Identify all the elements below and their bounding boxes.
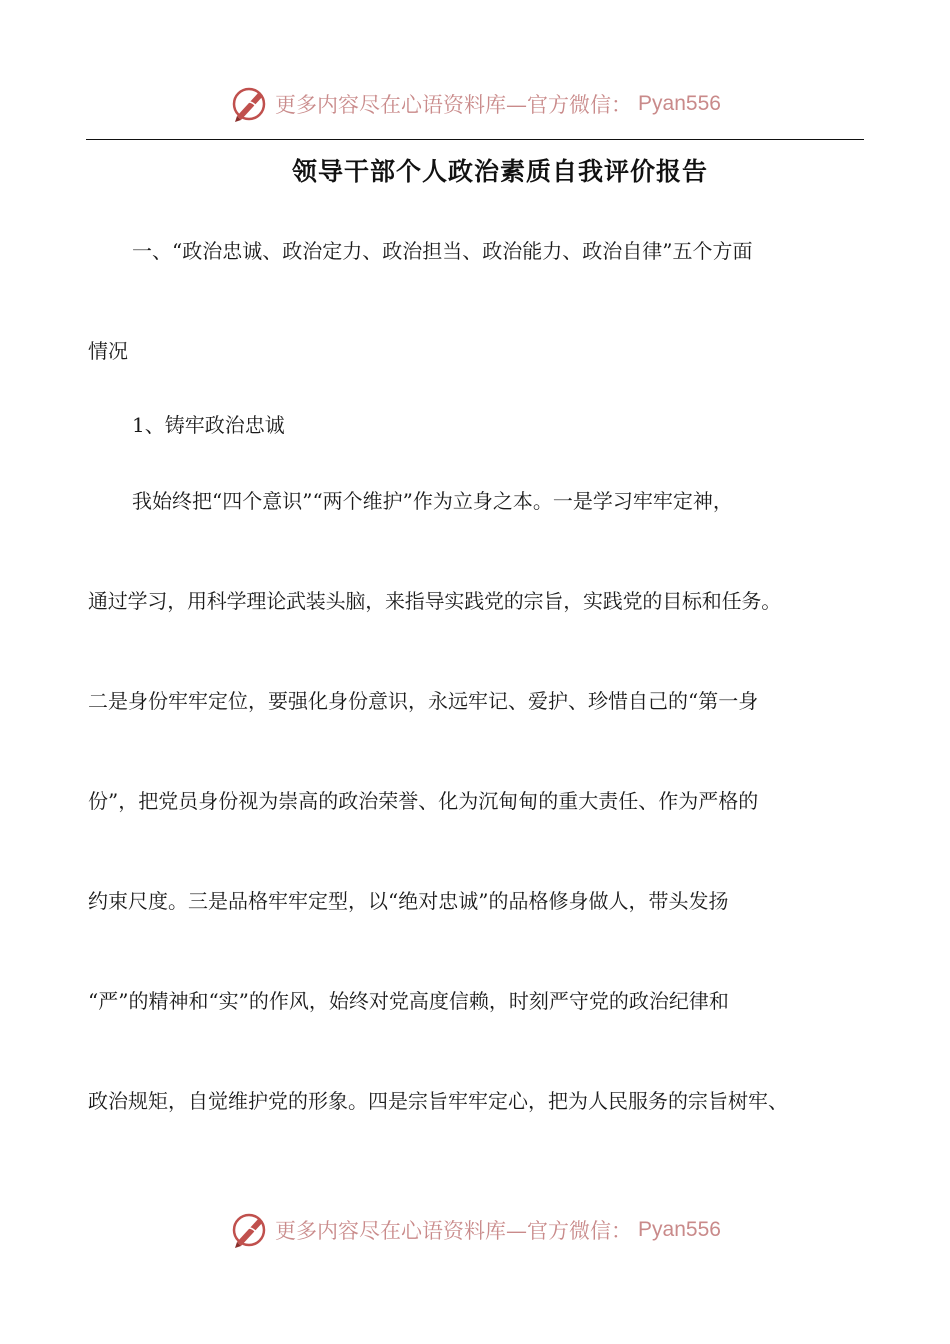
pen-logo-icon (229, 84, 269, 124)
pen-logo-icon (229, 1210, 269, 1250)
header-divider (86, 139, 864, 140)
body-line-1: 一、“政治忠诚、政治定力、政治担当、政治能力、政治自律”五个方面 (132, 239, 753, 263)
body-line-4: 通过学习，用科学理论武装头脑，来指导实践党的宗旨，实践党的目标和任务。 (88, 589, 781, 613)
body-line-8: “严”的精神和“实”的作风，始终对党高度信赖，时刻严守党的政治纪律和 (88, 989, 729, 1013)
document-title: 领导干部个人政治素质自我评价报告 (291, 157, 708, 186)
banner-text: 更多内容尽在心语资料库—官方微信： (275, 1219, 633, 1243)
body-line-3: 我始终把“四个意识”“两个维护”作为立身之本。一是学习牢牢定神， (132, 489, 733, 513)
banner-text: 更多内容尽在心语资料库—官方微信： (275, 93, 633, 117)
body-line-5: 二是身份牢牢定位，要强化身份意识，永远牢记、爱护、珍惜自己的“第一身 (88, 689, 759, 713)
section-heading: 1、铸牢政治忠诚 (132, 413, 285, 437)
body-line-7: 约束尺度。三是品格牢牢定型，以“绝对忠诚”的品格修身做人，带头发扬 (88, 889, 729, 913)
banner-wechat-id: Pyan556 (638, 92, 721, 115)
body-line-9: 政治规矩，自觉维护党的形象。四是宗旨牢牢定心，把为人民服务的宗旨树牢、 (88, 1089, 788, 1113)
banner-wechat-id: Pyan556 (638, 1218, 721, 1241)
body-line-6: 份”，把党员身份视为崇高的政治荣誉、化为沉甸甸的重大责任、作为严格的 (88, 789, 759, 813)
body-line-2: 情况 (88, 339, 128, 363)
footer-watermark-banner (0, 1206, 950, 1254)
header-watermark-banner (0, 80, 950, 128)
